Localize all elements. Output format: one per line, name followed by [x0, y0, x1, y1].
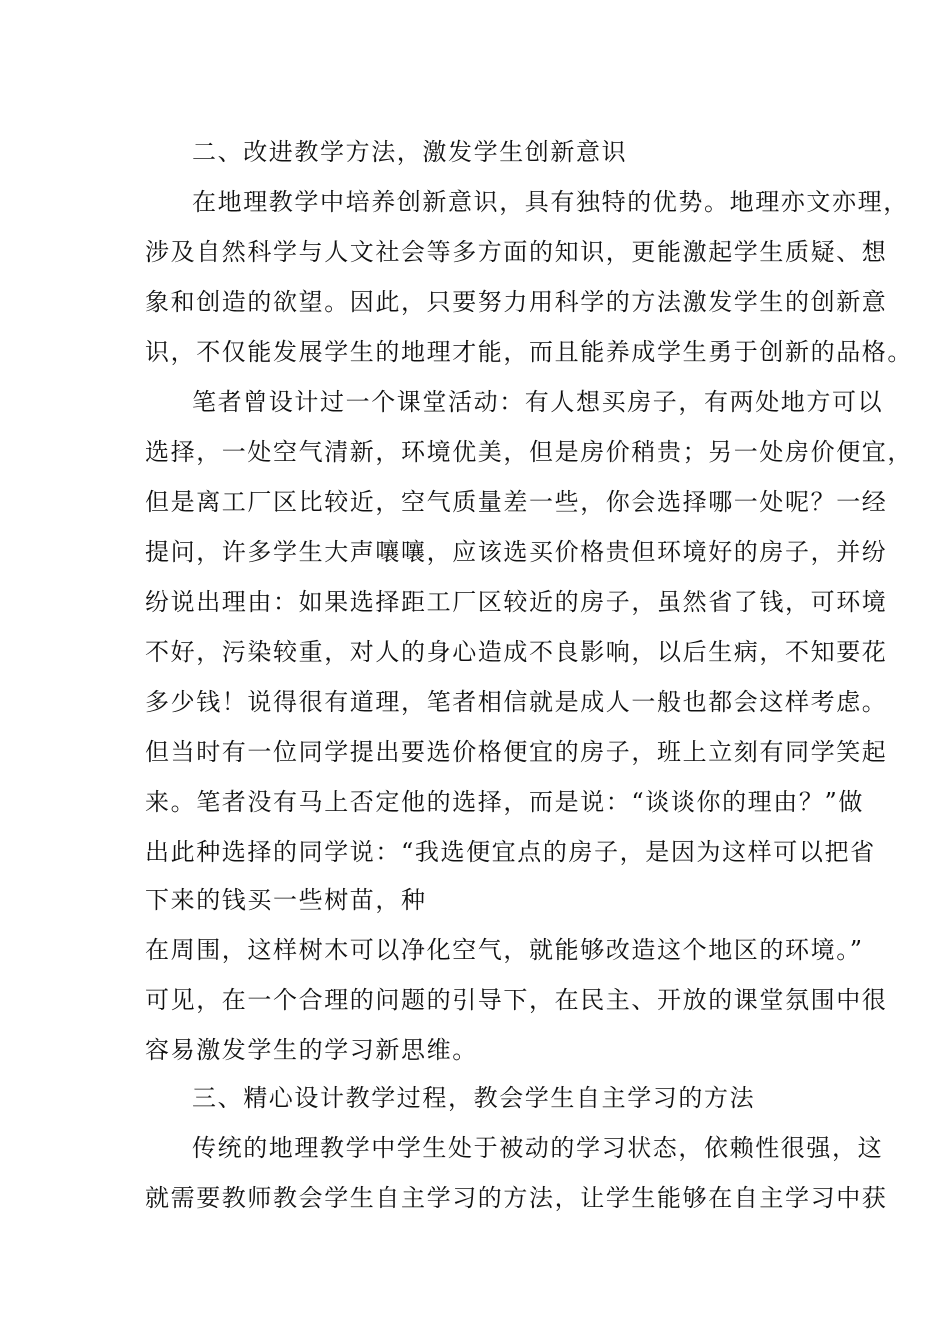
paragraph-line: 纷说出理由：如果选择距工厂区较近的房子，虽然省了钱，可环境	[145, 588, 888, 616]
paragraph-line: 涉及自然科学与人文社会等多方面的知识，更能激起学生质疑、想	[145, 238, 888, 266]
paragraph-line: 笔者曾设计过一个课堂活动：有人想买房子，有两处地方可以	[192, 388, 884, 416]
paragraph-line: 在周围，这样树木可以净化空气，就能够改造这个地区的环境。”	[145, 936, 864, 964]
paragraph-line: 选择，一处空气清新，环境优美，但是房价稍贵；另一处房价便宜，	[145, 438, 913, 466]
paragraph-line: 不好，污染较重，对人的身心造成不良影响，以后生病，不知要花	[145, 638, 888, 666]
paragraph-line: 可见，在一个合理的问题的引导下，在民主、开放的课堂氛围中很	[145, 986, 888, 1014]
paragraph-line: 出此种选择的同学说：“我选便宜点的房子，是因为这样可以把省	[145, 838, 876, 866]
paragraph-line: 在地理教学中培养创新意识，具有独特的优势。地理亦文亦理，	[192, 188, 909, 216]
paragraph-line: 识，不仅能发展学生的地理才能，而且能养成学生勇于创新的品格。	[145, 338, 913, 366]
paragraph-line: 下来的钱买一些树苗，种	[145, 886, 427, 914]
paragraph-line: 容易激发学生的学习新思维。	[145, 1036, 478, 1064]
paragraph-line: 但当时有一位同学提出要选价格便宜的房子，班上立刻有同学笑起	[145, 738, 888, 766]
section-heading-2: 二、改进教学方法，激发学生创新意识	[192, 138, 628, 166]
paragraph-line: 就需要教师教会学生自主学习的方法，让学生能够在自主学习中获	[145, 1184, 888, 1212]
paragraph-line: 来。笔者没有马上否定他的选择，而是说：“谈谈你的理由？”做	[145, 788, 864, 816]
paragraph-line: 象和创造的欲望。因此，只要努力用科学的方法激发学生的创新意	[145, 288, 888, 316]
paragraph-line: 多少钱！说得很有道理，笔者相信就是成人一般也都会这样考虑。	[145, 688, 888, 716]
paragraph-line: 提问，许多学生大声嚷嚷，应该选买价格贵但环境好的房子，并纷	[145, 538, 888, 566]
paragraph-line: 但是离工厂区比较近，空气质量差一些，你会选择哪一处呢？一经	[145, 488, 888, 516]
section-heading-3: 三、精心设计教学过程，教会学生自主学习的方法	[192, 1084, 756, 1112]
paragraph-line: 传统的地理教学中学生处于被动的学习状态，依赖性很强，这	[192, 1134, 884, 1162]
